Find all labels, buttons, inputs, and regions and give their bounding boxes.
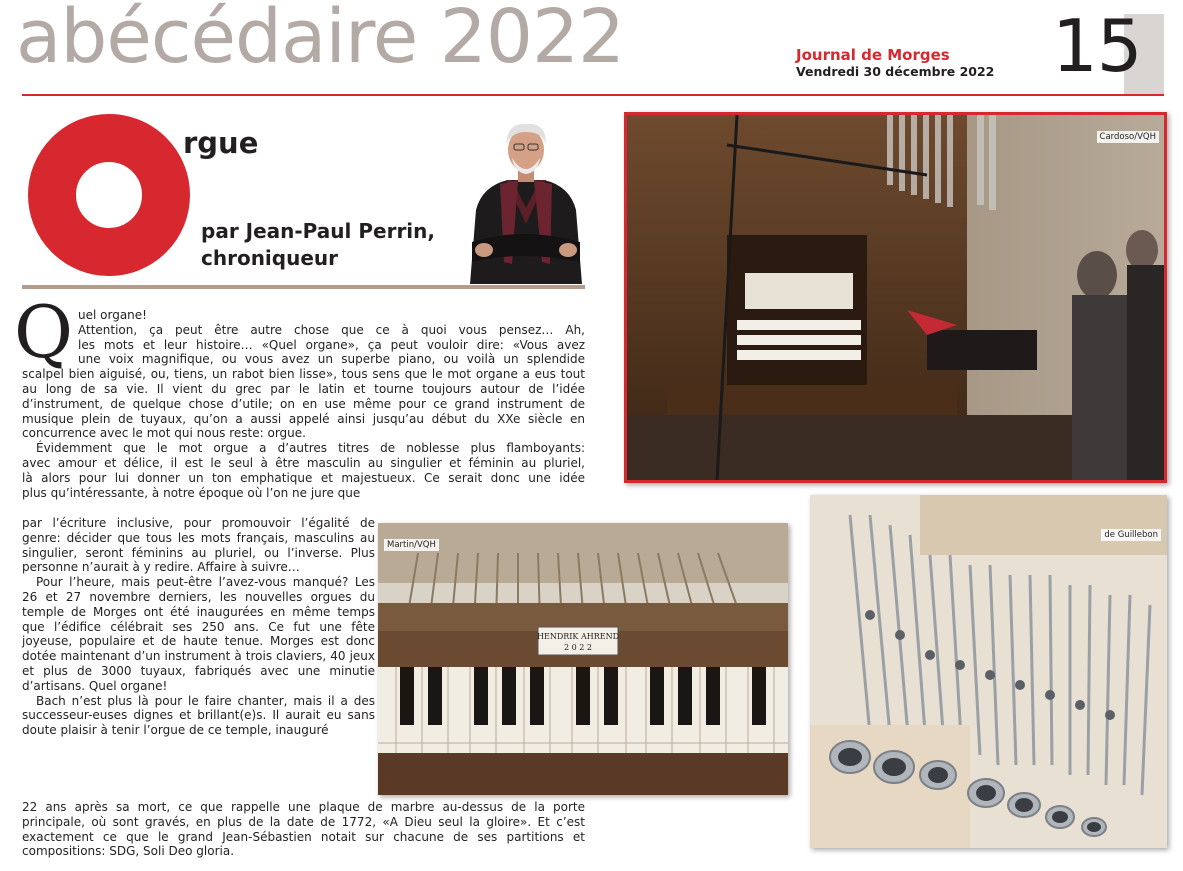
section-rubric: abécédaire 2022 (16, 0, 625, 80)
paragraph-line: avec amour et délice, il est le seul à être masculin au singulier et féminin au pluriel, (22, 455, 585, 470)
organ-keyboard-image (378, 523, 788, 795)
drop-cap: Q (14, 290, 74, 374)
organ-pipes-image (810, 495, 1167, 848)
paragraph-line: plus qu’intéressante, à notre époque où l’on ne jure que (22, 485, 361, 500)
article-body-narrow (22, 516, 375, 738)
keyboard-plaque-year: 2 0 2 2 (564, 643, 592, 652)
byline-role: chroniqueur (201, 246, 339, 270)
initial-letter-o (28, 114, 190, 276)
photo-credit: Martin/VQH (384, 539, 439, 551)
article-body-bottom (22, 800, 585, 859)
byline-author: par Jean-Paul Perrin, (201, 219, 435, 243)
title-divider (22, 285, 585, 289)
organ-console-image (627, 115, 1164, 480)
byline (201, 218, 435, 272)
paragraph-line: là alors pour lui donner un ton emphatique et majestueux. Ce serait donc une idée (22, 470, 585, 485)
paragraph: 22 ans après sa mort, ce que rappelle une plaque de marbre au-dessus de la porte principale, où sont gravés, en plus de la date de 1772, «A Dieu seul la gloire». Et c’est exactement ce que le grand Jean-Sébastien notait sur chacune de ses partitions et compositions: SDG, Soli Deo gloria. (22, 800, 585, 859)
issue-date: Vendredi 30 décembre 2022 (796, 64, 995, 79)
paragraph-line: les mots et leur histoire… «Quel organe», ça peut vouloir dire: «Vous avez (78, 337, 585, 352)
article-title: rgue (183, 126, 259, 160)
paragraph: Bach n’est plus là pour le faire chanter, mais il a des successeur-euses dignes et brillant(e)s. Il aurait eu sans doute plaisir à tenir l’orgue de ce temple, inauguré (22, 693, 375, 738)
organ-keyboard-photo (378, 523, 788, 795)
author-portrait (462, 114, 590, 284)
photo-credit: Cardoso/VQH (1097, 131, 1159, 143)
paragraph: Pour l’heure, mais peut-être l’avez-vous manqué? Les 26 et 27 novembre derniers, les nouvelles orgues du temple de Morges ont été inaugurées en même temps que l’édifice célébrait ses 250 ans. Ce fut une fête joyeuse, populaire et de haute tenue. Morges est donc dotée maintenant d’un instrument à trois claviers, 40 jeux et plus de 3000 tuyaux, fabriqués avec une minutie d’artisans. Quel organe! (22, 575, 375, 693)
journal-name: Journal de Morges (796, 46, 950, 64)
paragraph-line: Attention, ça peut être autre chose que ce à quoi vous pensez… Ah, (78, 322, 585, 337)
header-divider (22, 94, 1164, 96)
paragraph-line: Évidemment que le mot orgue a d’autres titres de noblesse plus flamboyants: (36, 441, 585, 456)
organ-console-photo (624, 112, 1167, 483)
paragraph: scalpel bien aiguisé, ou, tiens, un rabot bien lisse», tous sens que le mot organe a eus tout au long de sa vie. Il vient du grec par le latin et tourne toujours autour de l’idée d’instrument, de quelque chose d’utile; on en use même pour ce grand instrument de musique plein de tuyaux, qu’on a aussi appelé ainsi jusqu’au début du XXe siècle en concurrence avec le mot qui nous reste: orgue. (22, 367, 585, 441)
paragraph-line: uel organe! (78, 308, 147, 322)
organ-pipes-photo (810, 495, 1167, 848)
page-number: 15 (1052, 4, 1142, 88)
photo-credit: de Guillebon (1101, 529, 1161, 541)
article-body-top (22, 308, 585, 500)
keyboard-plaque-name: HENDRIK AHREND (537, 632, 619, 641)
paragraph: par l’écriture inclusive, pour promouvoir l’égalité de genre: décider que tous les mots français, masculins au singulier, seront féminins au pluriel, ou l’inverse. Plus personne n’aurait à y redire. Affaire à suivre… (22, 516, 375, 575)
paragraph-line: une voix magnifique, ou vous avez un superbe piano, ou voilà un splendide (78, 352, 585, 367)
